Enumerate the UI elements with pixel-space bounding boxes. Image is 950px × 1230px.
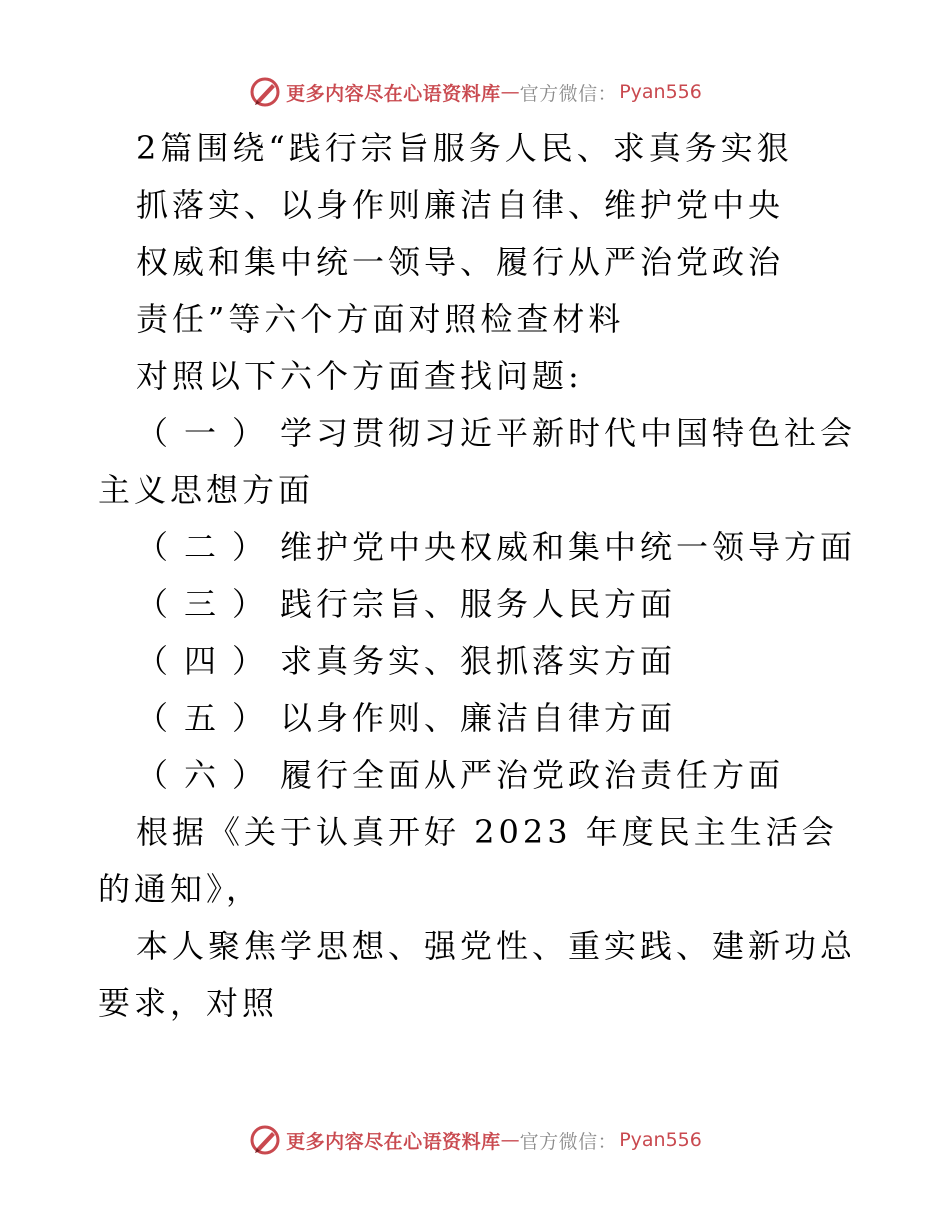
item-number: （二） bbox=[136, 528, 281, 566]
item-text: 践行宗旨、服务人民方面 bbox=[280, 585, 677, 623]
header-watermark bbox=[0, 72, 950, 112]
document-title bbox=[98, 120, 858, 348]
pen-logo-icon bbox=[248, 1123, 282, 1157]
item-number: （六） bbox=[136, 756, 281, 794]
item-number: （四） bbox=[136, 642, 281, 680]
item-text: 维护党中央权威和集中统一领导方面 bbox=[280, 528, 857, 566]
list-item bbox=[98, 519, 858, 576]
footer-watermark bbox=[0, 1120, 950, 1160]
item-text: 求真务实、狠抓落实方面 bbox=[280, 642, 677, 680]
title-line-3: 权威和集中统一领导、履行从严治党政治 bbox=[136, 243, 785, 281]
watermark-dash: — bbox=[500, 81, 520, 103]
list-item bbox=[98, 690, 858, 747]
item-number: （一） bbox=[136, 414, 281, 452]
title-line-4: 责任”等六个方面对照检查材料 bbox=[136, 300, 625, 338]
paragraph-notice: 根据《关于认真开好 2023 年度民主生活会的通知》， bbox=[98, 813, 838, 908]
list-item bbox=[98, 747, 858, 804]
watermark-official-label: 官方微信： bbox=[519, 82, 618, 105]
watermark-dash: — bbox=[500, 1129, 520, 1151]
title-line-2: 抓落实、以身作则廉洁自律、维护党中央 bbox=[136, 186, 785, 224]
paragraph-focus: 本人聚焦学思想、强党性、重实践、建新功总要求，对照 bbox=[98, 927, 857, 1022]
watermark-brand: 更多内容尽在心语资料库 bbox=[286, 1130, 501, 1153]
intro-text: 对照以下六个方面查找问题: bbox=[136, 357, 583, 395]
title-line-1: 2篇围绕“践行宗旨服务人民、求真务实狠 bbox=[136, 129, 793, 167]
watermark-official-label: 官方微信： bbox=[519, 1130, 618, 1153]
watermark-account: Pyan556 bbox=[619, 1129, 702, 1151]
item-number: （五） bbox=[136, 699, 281, 737]
item-number: （三） bbox=[136, 585, 281, 623]
item-text: 学习贯彻习近平新时代中国特色社会主义思想方面 bbox=[98, 414, 857, 509]
watermark-brand: 更多内容尽在心语资料库 bbox=[286, 82, 501, 105]
item-text: 履行全面从严治党政治责任方面 bbox=[280, 756, 785, 794]
list-item bbox=[98, 633, 858, 690]
list-item bbox=[98, 576, 858, 633]
document-body bbox=[98, 120, 858, 1032]
list-item bbox=[98, 405, 858, 519]
item-text: 以身作则、廉洁自律方面 bbox=[280, 699, 677, 737]
pen-logo-icon bbox=[248, 75, 282, 109]
watermark-account: Pyan556 bbox=[619, 81, 702, 103]
